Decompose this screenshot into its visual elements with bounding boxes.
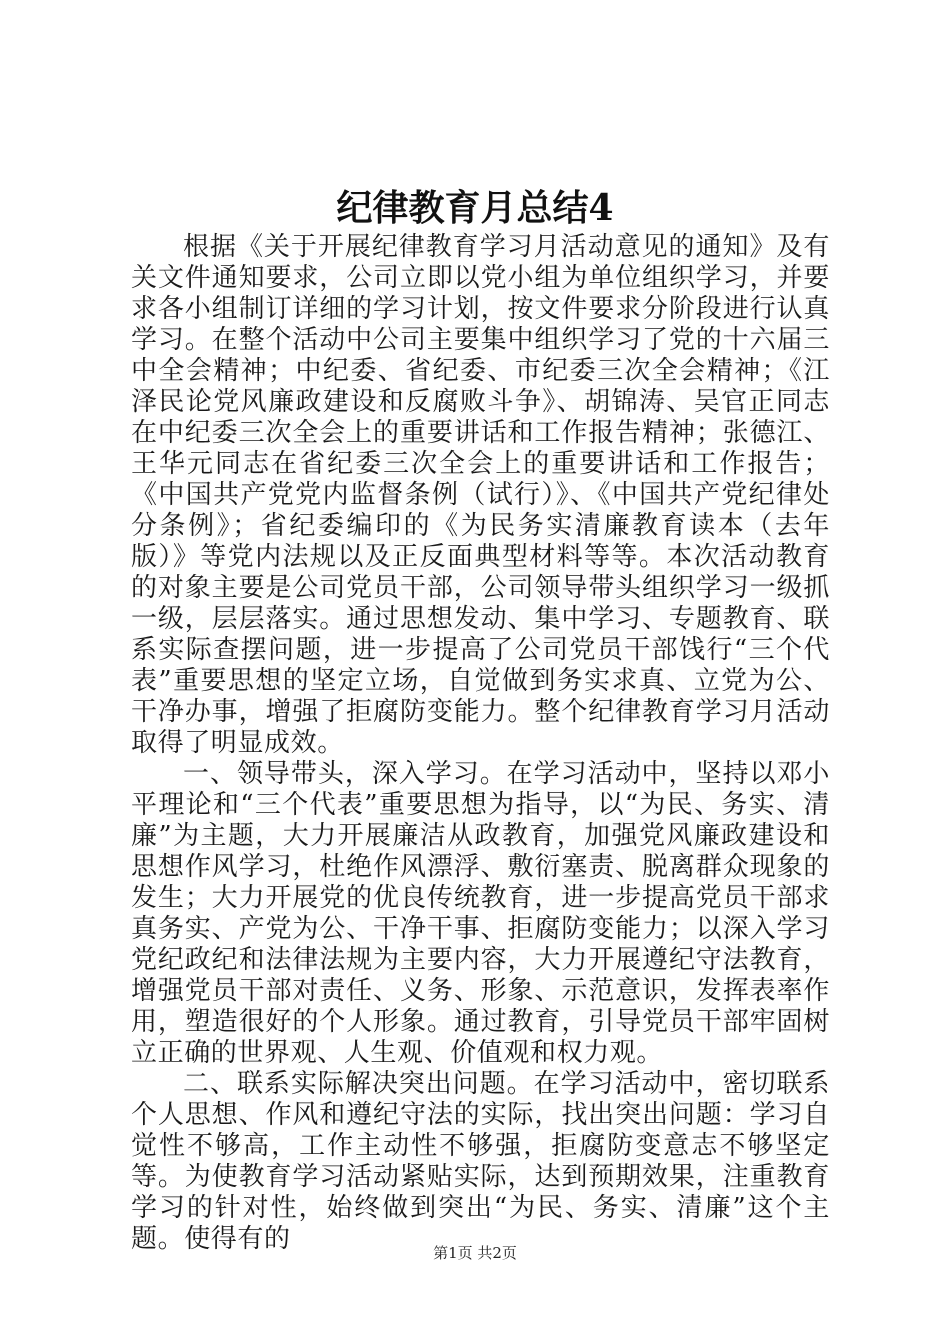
paragraph-section-two: 二、联系实际解决突出问题。在学习活动中，密切联系个人思想、作风和遵纪守法的实际，找出突出问题：学习自觉性不够高，工作主动性不够强，拒腐防变意志不够坚定等。为使教育学习活动紧贴实际，达到预期效果，注重教育学习的针对性，始终做到突出“为民、务实、清廉”这个主题。使得有的 [131, 1069, 830, 1254]
document-title: 纪律教育月总结4 [336, 187, 614, 229]
paragraph-section-one: 一、领导带头，深入学习。在学习活动中，坚持以邓小平理论和“三个代表”重要思想为指导，以“为民、务实、清廉”为主题，大力开展廉洁从政教育，加强党风廉政建设和思想作风学习，杜绝作风漂浮、敷衍塞责、脱离群众现象的发生；大力开展党的优良传统教育，进一步提高党员干部求真务实、产党为公、干净干事、拒腐防变能力；以深入学习党纪政纪和法律法规为主要内容，大力开展遵纪守法教育，增强党员干部对责任、义务、形象、示范意识，发挥表率作用，塑造很好的个人形象。通过教育，引导党员干部牢固树立正确的世界观、人生观、价值观和权力观。 [131, 759, 830, 1068]
page-number-footer: 第1页 共2页 [433, 1244, 517, 1262]
paragraph-intro: 根据《关于开展纪律教育学习月活动意见的通知》及有关文件通知要求，公司立即以党小组为单位组织学习，并要求各小组制订详细的学习计划，按文件要求分阶段进行认真学习。在整个活动中公司主要集中组织学习了党的十六届三中全会精神；中纪委、省纪委、市纪委三次全会精神；《江泽民论党风廉政建设和反腐败斗争》、胡锦涛、吴官正同志在中纪委三次全会上的重要讲话和工作报告精神；张德江、王华元同志在省纪委三次全会上的重要讲话和工作报告；《中国共产党党内监督条例（试行）》、《中国共产党纪律处分条例》；省纪委编印的《为民务实清廉教育读本（去年版）》等党内法规以及正反面典型材料等等。本次活动教育的对象主要是公司党员干部，公司领导带头组织学习一级抓一级，层层落实。通过思想发动、集中学习、专题教育、联系实际查摆问题，进一步提高了公司党员干部饯行“三个代表”重要思想的坚定立场，自觉做到务实求真、立党为公、干净办事，增强了拒腐防变能力。整个纪律教育学习月活动取得了明显成效。 [131, 232, 830, 758]
document-body [131, 232, 830, 1255]
